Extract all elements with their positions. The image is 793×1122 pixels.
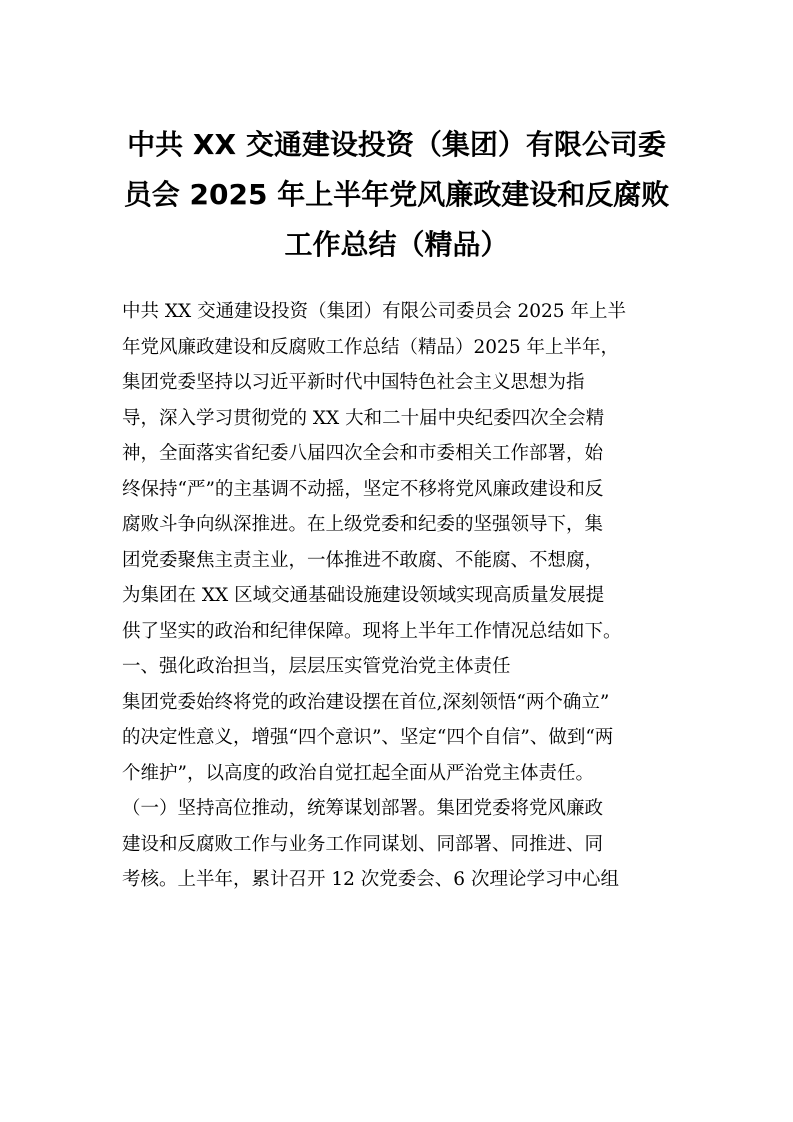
text-line: 考核。上半年，累计召开 12 次党委会、6 次理论学习中心组 (122, 869, 619, 890)
intro-paragraph (122, 294, 682, 649)
text-line: 为集团在 XX 区域交通基础设施建设领域实现高质量发展提 (122, 585, 605, 606)
section-heading: 一、强化政治担当，层层压实管党治党主体责任 (122, 656, 511, 677)
text-line: （一）坚持高位推动，统筹谋划部署。集团党委将党风廉政 (122, 798, 604, 819)
document-title (110, 120, 683, 270)
text-line: 终保持“严”的主基调不动摇，坚定不移将党风廉政建设和反 (122, 478, 604, 500)
text-line: 供了坚实的政治和纪律保障。现将上半年工作情况总结如下。 (122, 620, 622, 642)
text-line: 的决定性意义，增强“四个意识”、坚定“四个自信”、做到“两 (122, 727, 614, 748)
text-line: 神，全面落实省纪委八届四次全会和市委相关工作部署，始 (122, 443, 604, 464)
text-line: 团党委聚焦主责主业，一体推进不敢腐、不能腐、不想腐， (122, 549, 604, 571)
text-line: 个维护”，以高度的政治自觉扛起全面从严治党主体责任。 (122, 762, 594, 784)
title-line: 中共 XX 交通建设投资（集团）有限公司委 (127, 128, 666, 161)
text-line: 腐败斗争向纵深推进。在上级党委和纪委的坚强领导下，集 (122, 514, 604, 535)
subsection-paragraph (122, 791, 682, 898)
text-line: 导，深入学习贯彻党的 XX 大和二十届中央纪委四次全会精 (122, 407, 605, 429)
text-line: 集团党委始终将党的政治建设摆在首位,深刻领悟“两个确立” (122, 691, 610, 713)
document-body (122, 294, 682, 898)
text-line: 年党风廉政建设和反腐败工作总结（精品）2025 年上半年， (122, 336, 619, 358)
text-line: 集团党委坚持以习近平新时代中国特色社会主义思想为指 (122, 372, 585, 393)
title-line: 员会 2025 年上半年党风廉政建设和反腐败 (123, 178, 670, 211)
section-paragraph (122, 685, 682, 792)
title-line: 工作总结（精品） (284, 228, 509, 261)
text-line: 建设和反腐败工作与业务工作同谋划、同部署、同推进、同 (122, 833, 604, 855)
text-line: 中共 XX 交通建设投资（集团）有限公司委员会 2025 年上半 (122, 301, 626, 322)
